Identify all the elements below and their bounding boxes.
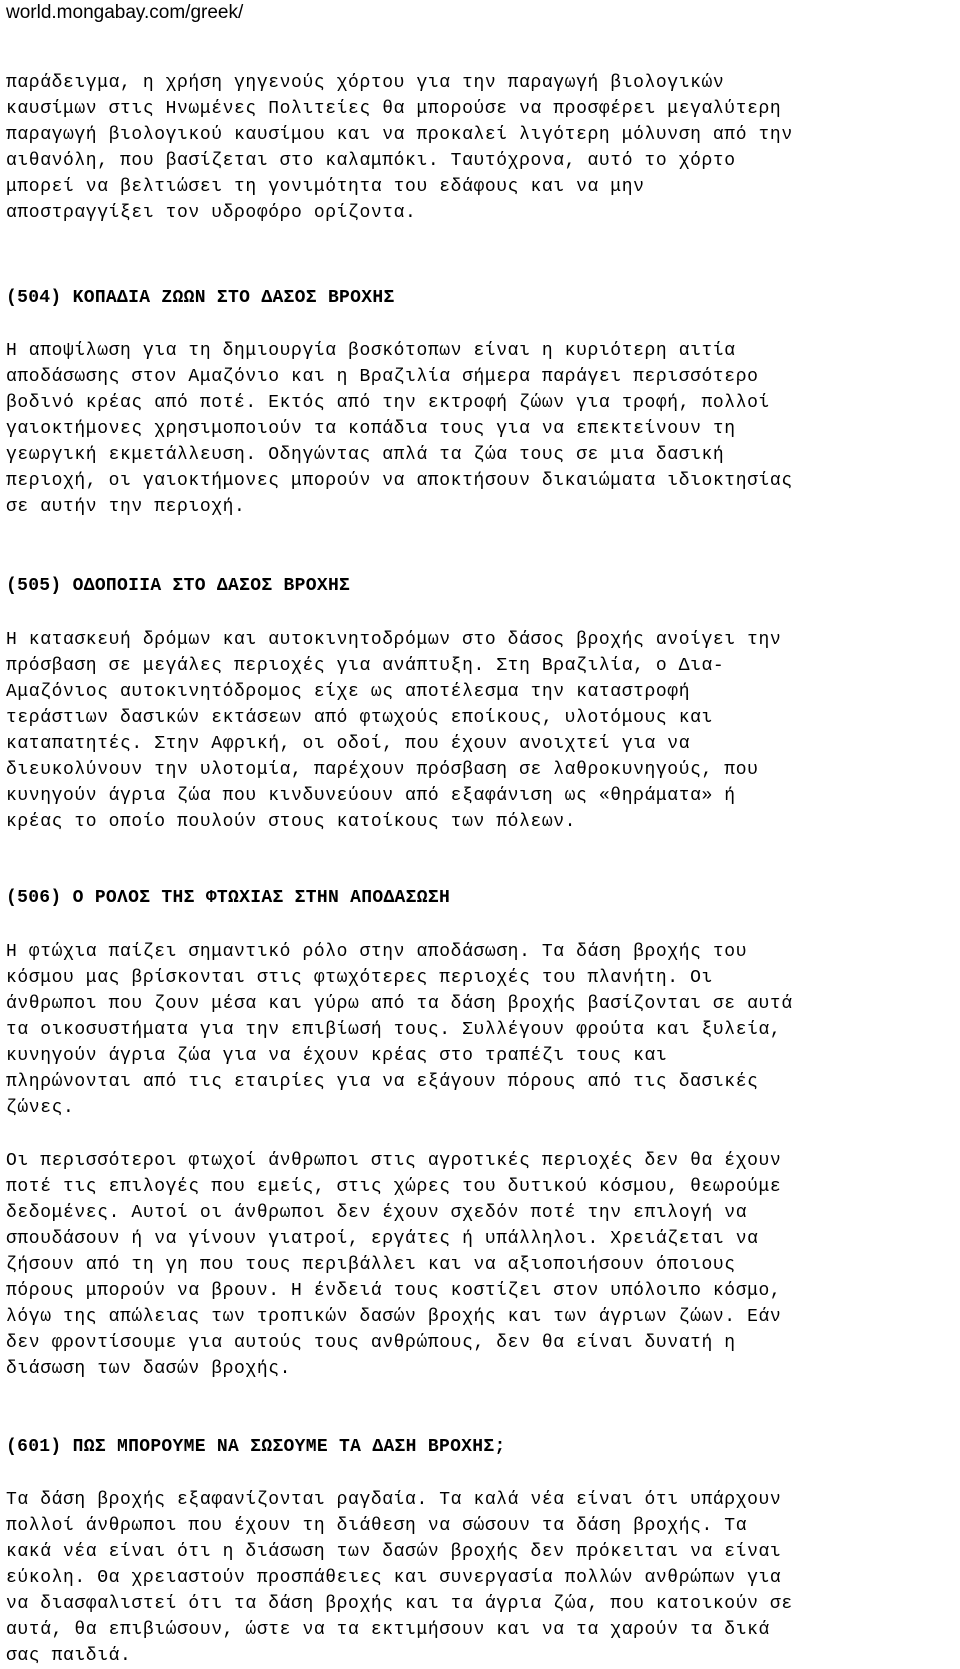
text-line: μπορεί να βελτιώσει τη γονιμότητα του εδάφους και να μην (6, 177, 645, 197)
text-line: αποστραγγίξει τον υδροφόρο ορίζοντα. (6, 203, 417, 223)
text-line: ποτέ τις επιλογές που εμείς, στις χώρες του δυτικού κόσμου, θεωρούμε (6, 1177, 782, 1197)
text-line: πληρώνονται από τις εταιρίες για να εξάγουν πόρους από τις δασικές (6, 1072, 759, 1092)
text-line: γεωργική εκμετάλλευση. Οδηγώντας απλά τα ζώα τους σε μια δασική (6, 445, 725, 465)
section-heading-504: (504) ΚΟΠΑΔΙΑ ΖΩΩΝ ΣΤΟ ΔΑΣΟΣ ΒΡΟΧΗΣ (6, 288, 395, 308)
text-line: Η αποψίλωση για τη δημιουργία βοσκότοπων είναι η κυριότερη αιτία (6, 341, 736, 361)
text-line: αυτά, θα επιβιώσουν, ώστε να τα εκτιμήσουν και να τα χαρούν τα δικά (6, 1620, 770, 1640)
text-line: κυνηγούν άγρια ζώα για να έχουν κρέας στο τραπέζι τους και (6, 1046, 668, 1066)
site-url: world.mongabay.com/greek/ (6, 2, 244, 23)
text-line: κόσμου μας βρίσκονται στις φτωχότερες περιοχές του πλανήτη. Οι (6, 968, 713, 988)
section-heading-506: (506) Ο ΡΟΛΟΣ ΤΗΣ ΦΤΩΧΙΑΣ ΣΤΗΝ ΑΠΟΔΑΣΩΣΗ (6, 888, 451, 908)
section-506-paragraph-2 (6, 1148, 956, 1382)
section-heading-505: (505) ΟΔΟΠΟΙΙΑ ΣΤΟ ΔΑΣΟΣ ΒΡΟΧΗΣ (6, 576, 351, 596)
text-line: δεδομένες. Αυτοί οι άνθρωποι δεν έχουν σχεδόν ποτέ την επιλογή να (6, 1203, 748, 1223)
text-line: τεράστιων δασικών εκτάσεων από φτωχούς εποίκους, υλοτόμους και (6, 708, 713, 728)
text-line: ζήσουν από τη γη που τους περιβάλλει και να αξιοποιήσουν όποιους (6, 1255, 736, 1275)
text-line: διάσωση των δασών βροχής. (6, 1359, 292, 1379)
text-line: πολλοί άνθρωποι που έχουν τη διάθεση να σώσουν τα δάση βροχής. Τα (6, 1516, 748, 1536)
text-line: περιοχή, οι γαιοκτήμονες μπορούν να αποκτήσουν δικαιώματα ιδιοκτησίας (6, 471, 793, 491)
section-601-paragraph (6, 1487, 956, 1669)
text-line: ζώνες. (6, 1098, 75, 1118)
text-line: λόγω της απώλειας των τροπικών δασών βροχής και των άγριων ζώων. Εάν (6, 1307, 782, 1327)
intro-paragraph (6, 70, 956, 226)
text-line: πρόσβαση σε μεγάλες περιοχές για ανάπτυξη. Στη Βραζιλία, ο Δια- (6, 656, 725, 676)
text-line: κυνηγούν άγρια ζώα που κινδυνεύουν από εξαφάνιση ως «θηράματα» ή (6, 786, 736, 806)
text-line: άνθρωποι που ζουν μέσα και γύρω από τα δάση βροχής βασίζονται σε αυτά (6, 994, 793, 1014)
text-line: αποδάσωσης στον Αμαζόνιο και η Βραζιλία σήμερα παράγει περισσότερο (6, 367, 759, 387)
text-line: εύκολη. Θα χρειαστούν προσπάθειες και συνεργασία πολλών ανθρώπων για (6, 1568, 782, 1588)
text-line: διευκολύνουν την υλοτομία, παρέχουν πρόσβαση σε λαθροκυνηγούς, που (6, 760, 759, 780)
text-line: να διασφαλιστεί ότι τα δάση βροχής και τα άγρια ζώα, που κατοικούν σε (6, 1594, 793, 1614)
text-line: Η φτώχια παίζει σημαντικό ρόλο στην αποδάσωση. Τα δάση βροχής του (6, 942, 748, 962)
text-line: καυσίμων στις Ηνωμένες Πολιτείες θα μπορούσε να προσφέρει μεγαλύτερη (6, 99, 782, 119)
section-heading-601: (601) ΠΩΣ ΜΠΟΡΟΥΜΕ ΝΑ ΣΩΣΟΥΜΕ ΤΑ ΔΑΣΗ ΒΡΟΧΗΣ; (6, 1437, 506, 1457)
text-line: καταπατητές. Στην Αφρική, οι οδοί, που έχουν ανοιχτεί για να (6, 734, 691, 754)
text-line: αιθανόλη, που βασίζεται στο καλαμπόκι. Ταυτόχρονα, αυτό το χόρτο (6, 151, 736, 171)
text-line: Οι περισσότεροι φτωχοί άνθρωποι στις αγροτικές περιοχές δεν θα έχουν (6, 1151, 782, 1171)
text-line: σε αυτήν την περιοχή. (6, 497, 246, 517)
section-505-paragraph (6, 627, 956, 835)
section-504-paragraph (6, 338, 956, 520)
text-line: βοδινό κρέας από ποτέ. Εκτός από την εκτροφή ζώων για τροφή, πολλοί (6, 393, 770, 413)
text-line: παράδειγμα, η χρήση γηγενούς χόρτου για την παραγωγή βιολογικών (6, 73, 725, 93)
text-line: Τα δάση βροχής εξαφανίζονται ραγδαία. Τα καλά νέα είναι ότι υπάρχουν (6, 1490, 782, 1510)
text-line: σπουδάσουν ή να γίνουν γιατροί, εργάτες ή υπάλληλοι. Χρειάζεται να (6, 1229, 759, 1249)
text-line: Η κατασκευή δρόμων και αυτοκινητοδρόμων στο δάσος βροχής ανοίγει την (6, 630, 782, 650)
text-line: Αμαζόνιος αυτοκινητόδρομος είχε ως αποτέλεσμα την καταστροφή (6, 682, 691, 702)
section-506-paragraph-1 (6, 939, 956, 1121)
text-line: κρέας το οποίο πουλούν στους κατοίκους των πόλεων. (6, 812, 577, 832)
text-line: πόρους μπορούν να βρουν. Η ένδειά τους κοστίζει στον υπόλοιπο κόσμο, (6, 1281, 782, 1301)
text-line: τα οικοσυστήματα για την επιβίωσή τους. Συλλέγουν φρούτα και ξυλεία, (6, 1020, 782, 1040)
text-line: δεν φροντίσουμε για αυτούς τους ανθρώπους, δεν θα είναι δυνατή η (6, 1333, 736, 1353)
text-line: κακά νέα είναι ότι η διάσωση των δασών βροχής δεν πρόκειται να είναι (6, 1542, 782, 1562)
text-line: παραγωγή βιολογικού καυσίμου και να προκαλεί λιγότερη μόλυνση από την (6, 125, 793, 145)
text-line: σας παιδιά. (6, 1646, 132, 1666)
text-line: γαιοκτήμονες χρησιμοποιούν τα κοπάδια τους για να επεκτείνουν τη (6, 419, 736, 439)
